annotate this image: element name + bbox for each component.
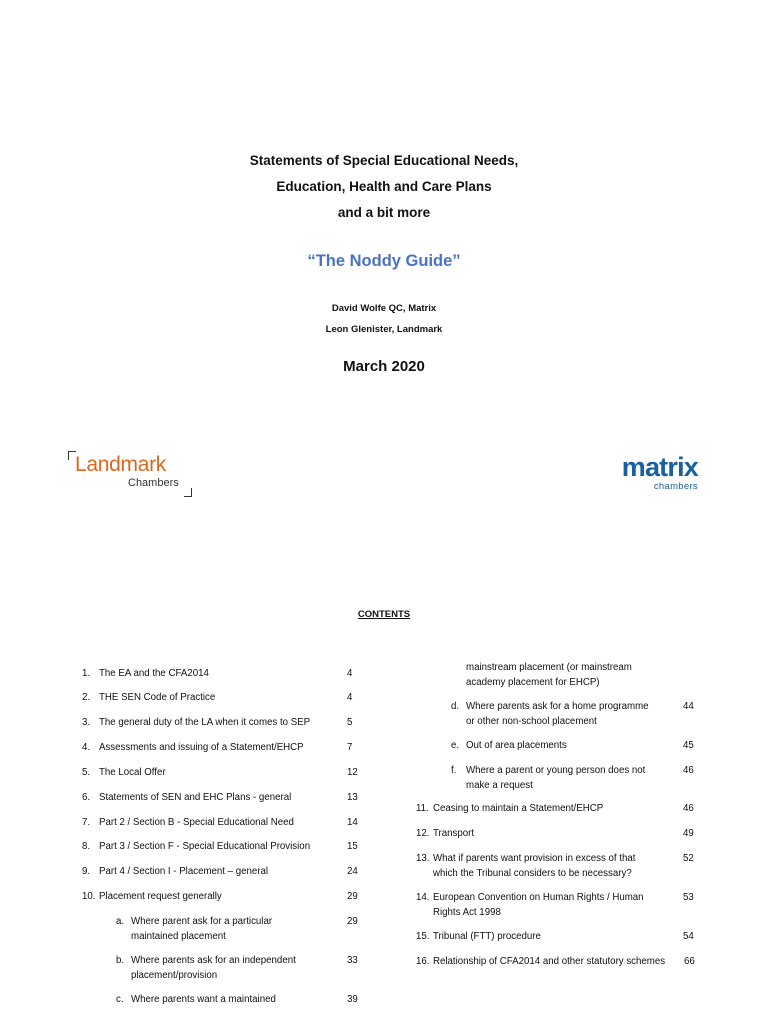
toc-page: 66 [684, 956, 695, 967]
author-1: David Wolfe QC, Matrix [331, 303, 437, 314]
toc-page: 29 [347, 891, 358, 902]
toc-number: 3. [82, 717, 91, 728]
matrix-logo-sub: chambers [653, 481, 698, 492]
toc-page: 45 [683, 740, 694, 751]
toc-page: 12 [347, 767, 358, 778]
toc-page: 54 [683, 931, 694, 942]
toc-page: 53 [683, 892, 694, 903]
toc-page: 49 [683, 828, 694, 839]
subtitle: “The Noddy Guide” [307, 252, 461, 270]
toc-page: 4 [347, 668, 353, 679]
toc-page: 7 [347, 742, 353, 753]
toc-page: 52 [683, 853, 694, 864]
toc-text: The Local Offer [99, 767, 166, 778]
toc-page: 13 [347, 792, 358, 803]
toc-text-continued: which the Tribunal considers to be necessary? [433, 868, 632, 879]
toc-number: 11. [416, 803, 429, 814]
toc-text: Where parent ask for a particular [131, 916, 273, 927]
toc-number: f. [451, 765, 457, 776]
toc-text: Part 3 / Section F - Special Educational Provision [99, 841, 311, 852]
toc-text-continued: maintained placement [131, 931, 226, 942]
toc-text: Placement request generally [99, 891, 222, 902]
toc-text-continued: placement/provision [131, 970, 218, 981]
toc-text: Tribunal (FTT) procedure [433, 931, 541, 942]
toc-text: Transport [433, 828, 475, 839]
contents-heading: CONTENTS [357, 609, 411, 620]
toc-number: 7. [82, 817, 91, 828]
toc-number: a. [116, 916, 125, 927]
toc-text: Part 4 / Section I - Placement – general [99, 866, 269, 877]
toc-page: 29 [347, 916, 358, 927]
toc-number: 14. [416, 892, 430, 903]
toc-text: Ceasing to maintain a Statement/EHCP [433, 803, 604, 814]
toc-text: Assessments and issuing of a Statement/EHCP [99, 742, 304, 753]
toc-text: Where parents ask for an independent [131, 955, 296, 966]
landmark-logo-name: Landmark [75, 453, 166, 476]
toc-text-continued: academy placement for EHCP) [466, 677, 600, 688]
toc-number: 10. [82, 891, 96, 902]
toc-text: The general duty of the LA when it comes to SEP [99, 717, 311, 728]
toc-text: Where parents want a maintained [131, 994, 276, 1005]
toc-page: 46 [683, 765, 694, 776]
toc-text: Where a parent or young person does not [466, 765, 646, 776]
toc-number: 15. [416, 931, 430, 942]
toc-text: The EA and the CFA2014 [99, 668, 209, 679]
toc-page: 5 [347, 717, 353, 728]
toc-number: 5. [82, 767, 91, 778]
toc-text-continued: Rights Act 1998 [433, 907, 501, 918]
toc-text-continued: make a request [466, 780, 533, 791]
toc-text: Statements of SEN and EHC Plans - general [99, 792, 292, 803]
toc-number: 4. [82, 742, 91, 753]
toc-number: d. [451, 701, 460, 712]
title-line-2: Education, Health and Care Plans [276, 179, 492, 194]
toc-number: 8. [82, 841, 91, 852]
toc-page: 14 [347, 817, 358, 828]
toc-page: 15 [347, 841, 358, 852]
toc-page: 39 [347, 994, 358, 1005]
toc-number: 2. [82, 692, 91, 703]
toc-number: 6. [82, 792, 91, 803]
toc-page: 24 [347, 866, 358, 877]
toc-number: 12. [416, 828, 430, 839]
toc-text: Part 2 / Section B - Special Educational Need [99, 817, 294, 828]
toc-number: 1. [82, 668, 91, 679]
toc-page: 46 [683, 803, 694, 814]
toc-number: e. [451, 740, 460, 751]
toc-number: b. [116, 955, 125, 966]
toc-page: 44 [683, 701, 694, 712]
toc-page: 33 [347, 955, 358, 966]
author-2: Leon Glenister, Landmark [325, 324, 443, 335]
landmark-logo-sub: Chambers [128, 477, 179, 489]
toc-number: 9. [82, 866, 91, 877]
matrix-logo-name: matrix [621, 452, 698, 482]
title-line-1: Statements of Special Educational Needs, [249, 153, 519, 168]
toc-text-continued: or other non-school placement [466, 716, 597, 727]
toc-text: THE SEN Code of Practice [99, 692, 216, 703]
toc-text: European Convention on Human Rights / Human [433, 892, 644, 903]
publication-date: March 2020 [343, 358, 425, 375]
toc-text: Where parents ask for a home programme [466, 701, 649, 712]
toc-text: Relationship of CFA2014 and other statutory schemes [433, 956, 666, 967]
toc-text: mainstream placement (or mainstream [466, 662, 632, 673]
toc-text: What if parents want provision in excess of that [433, 853, 636, 864]
toc-page: 4 [347, 692, 353, 703]
title-line-3: and a bit more [337, 205, 431, 220]
toc-text: Out of area placements [466, 740, 567, 751]
toc-number: 16. [416, 956, 430, 967]
toc-number: 13. [416, 853, 430, 864]
toc-number: c. [116, 994, 124, 1005]
